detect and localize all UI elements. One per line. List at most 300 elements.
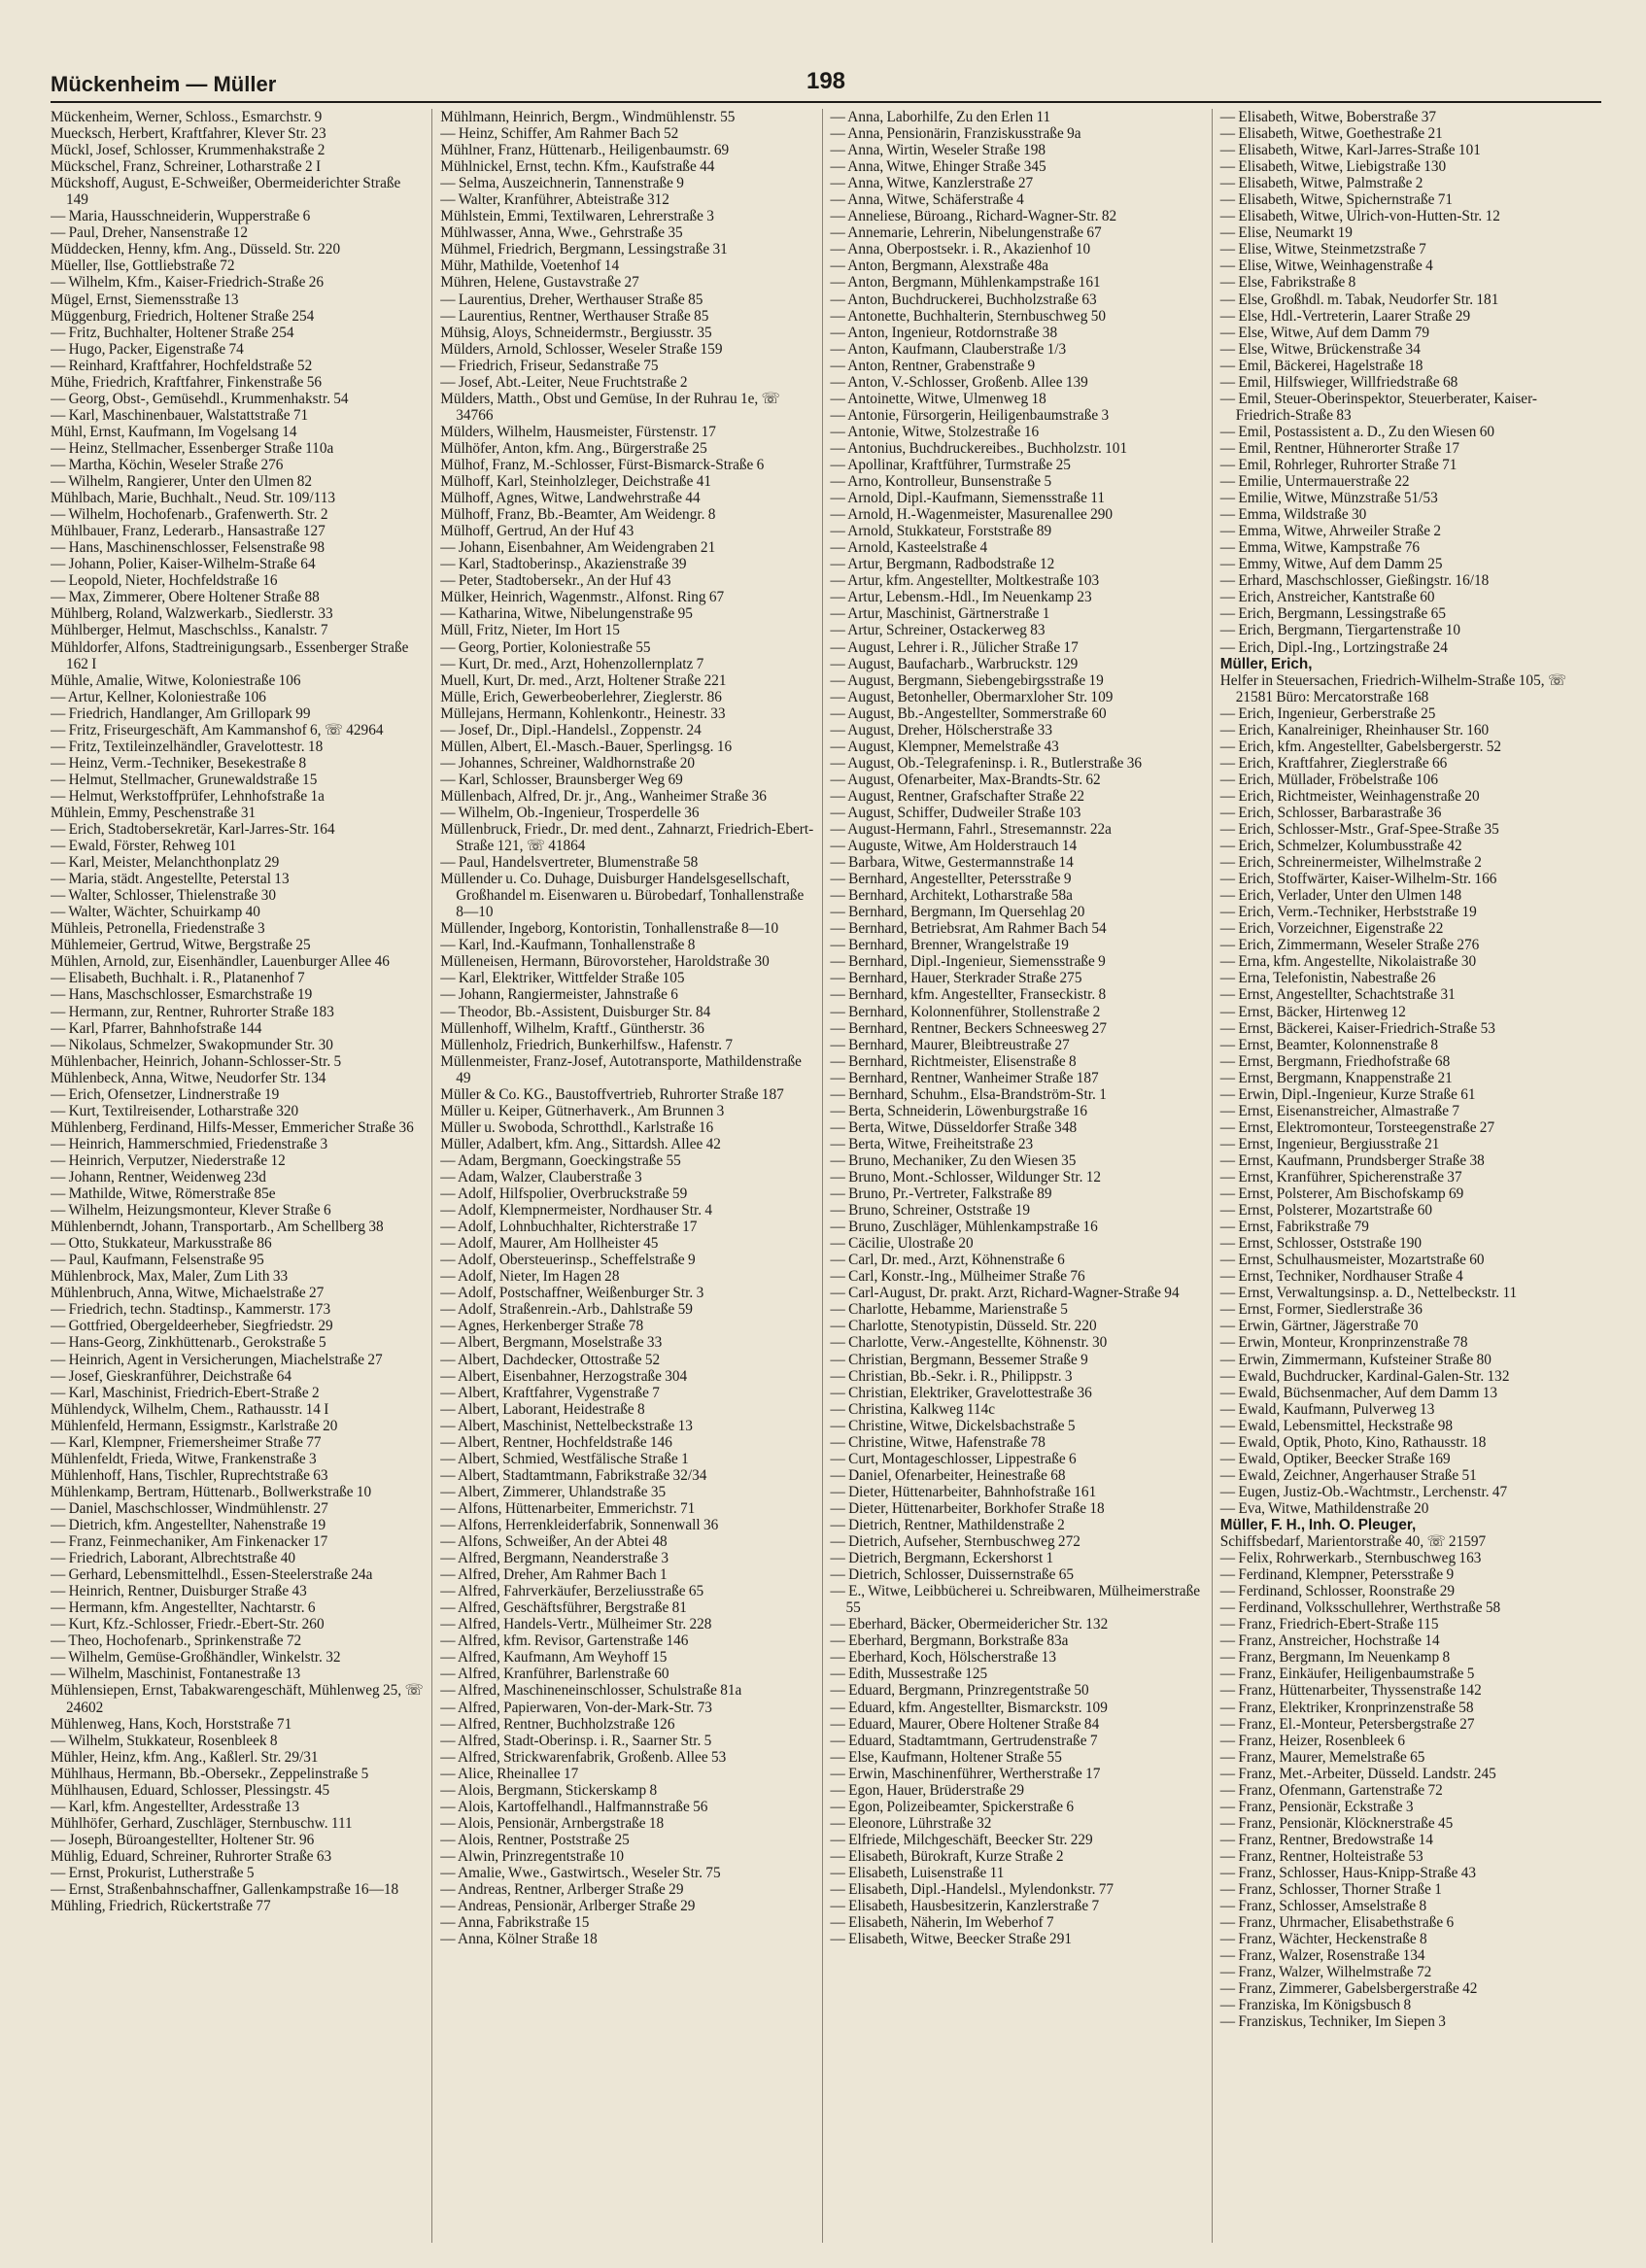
directory-entry: — Ernst, Bäckerei, Kaiser-Friedrich-Straße 53 (1219, 1019, 1495, 1037)
directory-entry: — Albert, Bergmann, Moselstraße 33 (440, 1334, 663, 1352)
directory-entry: — Ewald, Förster, Rehweg 101 (51, 838, 237, 855)
directory-entry: — Franz, Heizer, Rosenbleek 6 (1219, 1732, 1405, 1749)
directory-entry: — Ewald, Optik, Photo, Kino, Rathausstr. 18 (1219, 1433, 1487, 1451)
directory-entry: — Maria, städt. Angestellte, Peterstal 13 (51, 871, 290, 888)
directory-entry: — Albert, Eisenbahner, Herzogstraße 304 (440, 1367, 688, 1385)
directory-entry: — Elisabeth, Luisenstraße 11 (830, 1864, 1005, 1881)
directory-entry: — Bernhard, Kolonnenführer, Stollenstraße 2 (830, 1003, 1101, 1020)
directory-entry: Müllenhoff, Wilhelm, Kraftf., Güntherstr. 36 (440, 1019, 704, 1037)
directory-entry: — Friedrich, Laborant, Albrechtstraße 40 (51, 1550, 296, 1567)
directory-entry: — Antonius, Buchdruckereibes., Buchholzstr. 101 (830, 439, 1128, 457)
directory-entry: — Elisabeth, Bürokraft, Kurze Straße 2 (830, 1847, 1064, 1865)
directory-entry: Mühlmann, Heinrich, Bergm., Windmühlenstr. 55 (440, 109, 736, 125)
directory-entry: — Alfred, Geschäftsführer, Bergstraße 81 (440, 1599, 687, 1617)
directory-entry: — Anton, Ingenieur, Rotdornstraße 38 (830, 324, 1058, 341)
directory-entry: Mühleis, Petronella, Friedenstraße 3 (51, 920, 265, 938)
directory-entry: — August, Bergmann, Siebengebirgsstraße 19 (830, 671, 1104, 689)
directory-entry: — Antonie, Witwe, Stolzestraße 16 (830, 423, 1040, 440)
directory-entry: — Alois, Rentner, Poststraße 25 (440, 1831, 630, 1848)
directory-entry: Müller, F. H., Inh. O. Pleuger, (1219, 1516, 1417, 1533)
directory-entry: — Kurt, Textilreisender, Lotharstraße 320 (51, 1102, 299, 1119)
directory-entry: Mückschel, Franz, Schreiner, Lotharstraße 2 I (51, 158, 322, 176)
directory-entry: — Bernhard, Dipl.-Ingenieur, Siemensstraße 9 (830, 953, 1106, 971)
directory-entry: — Elise, Neumarkt 19 (1219, 224, 1353, 242)
directory-entry: — Theodor, Bb.-Assistent, Duisburger Str. 84 (440, 1003, 711, 1020)
directory-entry: — Helmut, Werkstoffprüfer, Lehnhofstraße 1a (51, 787, 325, 805)
directory-entry: — Johann, Polier, Kaiser-Wilhelm-Straße 64 (51, 556, 316, 573)
directory-entry: — Erwin, Zimmermann, Kufsteiner Straße 80 (1219, 1351, 1492, 1368)
directory-entry: — Bernhard, Richtmeister, Elisenstraße 8 (830, 1052, 1077, 1070)
directory-entry: — Charlotte, Verw.-Angestellte, Köhnenstr. 30 (830, 1334, 1108, 1352)
directory-entry: Mühling, Friedrich, Rückertstraße 77 (51, 1898, 271, 1915)
directory-entry: — Gerhard, Lebensmittelhdl., Essen-Steelerstraße 24a (51, 1566, 373, 1584)
directory-entry: — Wilhelm, Heizungsmonteur, Klever Straße 6 (51, 1202, 331, 1220)
directory-entry: — Hugo, Packer, Eigenstraße 74 (51, 340, 244, 358)
directory-entry: Mühlstein, Emmi, Textilwaren, Lehrerstraße 3 (440, 208, 714, 225)
directory-entry: — Franz, Pensionär, Klöcknerstraße 45 (1219, 1814, 1454, 1832)
directory-entry: — Fritz, Buchhalter, Holtener Straße 254 (51, 324, 294, 341)
directory-entry: — Christine, Witwe, Dickelsbachstraße 5 (830, 1417, 1076, 1434)
directory-entry: Müllender u. Co. Duhage, Duisburger Handelsgesellschaft, Großhandel m. Eisenwaren u. Bürobedarf, Tonhallenstraße 8—10 (440, 871, 805, 921)
directory-entry: — August, Schiffer, Dudweiler Straße 103 (830, 804, 1081, 821)
directory-entry: — Agnes, Herkenberger Straße 78 (440, 1318, 644, 1335)
directory-entry: — Erich, Verlader, Unter den Ulmen 148 (1219, 887, 1462, 905)
directory-entry: Mühldorfer, Alfons, Stadtreinigungsarb., Essenberger Straße 162 I (51, 638, 409, 672)
directory-entry: — Bernhard, Architekt, Lotharstraße 58a (830, 887, 1073, 905)
directory-entry: Müllenmeister, Franz-Josef, Autotransporte, Mathildenstraße 49 (440, 1052, 802, 1086)
directory-entry: — Hermann, zur, Rentner, Ruhrorter Straße 183 (51, 1003, 334, 1020)
directory-entry: — Alfred, Fahrverkäufer, Berzeliusstraße 65 (440, 1583, 704, 1600)
directory-entry: Mülders, Wilhelm, Hausmeister, Fürstenstr. 17 (440, 423, 716, 440)
directory-entry: — Johann, Rentner, Weidenweg 23d (51, 1169, 266, 1186)
directory-entry: — Christian, Bb.-Sekr. i. R., Philippstr. 3 (830, 1367, 1073, 1385)
directory-entry: Müddecken, Henny, kfm. Ang., Düsseld. Str. 220 (51, 241, 341, 258)
directory-entry: — Erwin, Monteur, Kronprinzenstraße 78 (1219, 1334, 1468, 1352)
directory-entry: Müllenbach, Alfred, Dr. jr., Ang., Wanheimer Straße 36 (440, 787, 767, 805)
directory-columns (51, 109, 1601, 2243)
directory-entry: — Elfriede, Milchgeschäft, Beecker Str. 229 (830, 1831, 1093, 1848)
directory-entry: — Mathilde, Witwe, Römerstraße 85e (51, 1186, 276, 1203)
directory-entry: — Franz, Maurer, Memelstraße 65 (1219, 1748, 1425, 1766)
directory-entry: — Helmut, Stellmacher, Grunewaldstraße 15 (51, 771, 318, 788)
directory-entry: — Bernhard, Angestellter, Petersstraße 9 (830, 871, 1072, 888)
page-header (51, 68, 1601, 103)
directory-entry: — Franz, Feinmechaniker, Am Finkenacker 17 (51, 1533, 328, 1551)
directory-entry: — Eva, Witwe, Mathildenstraße 20 (1219, 1499, 1429, 1517)
directory-entry: — Apollinar, Kraftführer, Turmstraße 25 (830, 456, 1071, 473)
directory-entry: Mühlenbrock, Max, Maler, Zum Lith 33 (51, 1268, 289, 1286)
directory-entry: — Andreas, Rentner, Arlberger Straße 29 (440, 1881, 684, 1899)
directory-entry: — Selma, Auszeichnerin, Tannenstraße 9 (440, 175, 684, 192)
directory-entry: — Ewald, Optiker, Beecker Straße 169 (1219, 1450, 1451, 1467)
directory-entry: — Alfred, kfm. Revisor, Gartenstraße 146 (440, 1632, 689, 1650)
directory-entry: — Karl, Elektriker, Wittfelder Straße 105 (440, 970, 685, 987)
directory-entry: — Elisabeth, Witwe, Liebigstraße 130 (1219, 158, 1447, 176)
directory-entry: — Ewald, Kaufmann, Pulverweg 13 (1219, 1400, 1435, 1418)
directory-entry: — Wilhelm, Ob.-Ingenieur, Trosperdelle 36 (440, 804, 700, 821)
directory-entry: — Elisabeth, Witwe, Karl-Jarres-Straße 101 (1219, 142, 1481, 159)
directory-entry: — Felix, Rohrwerkarb., Sternbuschweg 163 (1219, 1550, 1482, 1567)
directory-entry: — August, Ob.-Telegrafeninsp. i. R., Butlerstraße 36 (830, 754, 1143, 772)
directory-entry: — Leopold, Nieter, Hochfeldstraße 16 (51, 572, 278, 590)
directory-entry: — Theo, Hochofenarb., Sprinkenstraße 72 (51, 1632, 302, 1650)
directory-entry: — Eberhard, Koch, Hölscherstraße 13 (830, 1649, 1056, 1667)
directory-entry: — Karl, Pfarrer, Bahnhofstraße 144 (51, 1019, 262, 1037)
directory-entry: Mühlenkamp, Bertram, Hüttenarb., Bollwerkstraße 10 (51, 1483, 372, 1500)
directory-entry: — Georg, Portier, Koloniestraße 55 (440, 638, 651, 656)
directory-entry: Mülhoff, Franz, Bb.-Beamter, Am Weidengr. 8 (440, 506, 716, 524)
directory-entry: — Heinz, Verm.-Techniker, Besekestraße 8 (51, 754, 307, 772)
directory-entry: — Ferdinand, Schlosser, Roonstraße 29 (1219, 1583, 1456, 1600)
directory-entry: — Else, Witwe, Brückenstraße 34 (1219, 340, 1421, 358)
directory-entry: — Josef, Gieskranführer, Deichstraße 64 (51, 1367, 292, 1385)
directory-entry: — Dietrich, Rentner, Mathildenstraße 2 (830, 1516, 1065, 1533)
directory-entry: — Bernhard, Rentner, Beckers Schneesweg 27 (830, 1019, 1107, 1037)
directory-entry: — Walter, Kranführer, Abteistraße 312 (440, 191, 669, 209)
directory-entry: — Johann, Eisenbahner, Am Weidengraben 21 (440, 539, 716, 557)
directory-entry: — Eduard, Maurer, Obere Holtener Straße 84 (830, 1715, 1100, 1733)
directory-entry: — Eduard, Bergmann, Prinzregentstraße 50 (830, 1682, 1089, 1700)
directory-entry: Mühl, Ernst, Kaufmann, Im Vogelsang 14 (51, 423, 297, 440)
directory-entry: — Martha, Köchin, Weseler Straße 276 (51, 456, 284, 473)
directory-entry: Müllenholz, Friedrich, Bunkerhilfsw., Hafenstr. 7 (440, 1036, 734, 1053)
directory-entry: — Erich, Schmelzer, Kolumbusstraße 42 (1219, 838, 1462, 855)
directory-entry: — Heinrich, Agent in Versicherungen, Miachelstraße 27 (51, 1351, 383, 1368)
directory-entry: — Alfons, Schweißer, An der Abtei 48 (440, 1533, 668, 1551)
directory-entry: — Karl, Stadtoberinsp., Akazienstraße 39 (440, 556, 687, 573)
directory-entry: — Ernst, Prokurist, Lutherstraße 5 (51, 1864, 255, 1881)
directory-entry: Mühlwasser, Anna, Wwe., Gehrstraße 35 (440, 224, 683, 242)
directory-entry: — Erich, Kraftfahrer, Zieglerstraße 66 (1219, 754, 1448, 772)
directory-entry: Mückenheim, Werner, Schloss., Esmarchstr. 9 (51, 109, 323, 125)
directory-entry: — Elisabeth, Witwe, Beecker Straße 291 (830, 1931, 1073, 1948)
directory-entry: — Albert, Dachdecker, Ottostraße 52 (440, 1351, 661, 1368)
directory-entry: Mügel, Ernst, Siemensstraße 13 (51, 291, 239, 308)
directory-entry: — Karl, Maschinenbauer, Walstattstraße 71 (51, 406, 309, 424)
directory-entry: Mülhoff, Agnes, Witwe, Landwehrstraße 44 (440, 490, 701, 507)
directory-entry: — Eduard, Stadtamtmann, Gertrudenstraße 7 (830, 1732, 1098, 1749)
directory-entry: — Erich, Dipl.-Ing., Lortzingstraße 24 (1219, 638, 1448, 656)
page-number: 198 (806, 68, 846, 94)
directory-entry: Mühlenfeld, Hermann, Essigmstr., Karlstraße 20 (51, 1417, 338, 1434)
directory-entry: — Else, Kaufmann, Holtener Straße 55 (830, 1748, 1062, 1766)
directory-entry: — Franz, Uhrmacher, Elisabethstraße 6 (1219, 1914, 1455, 1932)
directory-entry: — August, Baufacharb., Warbruckstr. 129 (830, 655, 1079, 672)
directory-entry: — Anton, V.-Schlosser, Großenb. Allee 139 (830, 373, 1088, 391)
directory-entry: — Dieter, Hüttenarbeiter, Borkhofer Straße 18 (830, 1499, 1105, 1517)
directory-entry: Mühlbach, Marie, Buchhalt., Neud. Str. 109/113 (51, 490, 336, 507)
directory-entry: — Artur, Schreiner, Ostackerweg 83 (830, 622, 1046, 639)
directory-entry: — Erich, Verm.-Techniker, Herbststraße 19 (1219, 904, 1477, 921)
directory-entry: — Josef, Abt.-Leiter, Neue Fruchtstraße 2 (440, 373, 688, 391)
directory-entry: — Alois, Bergmann, Stickerskamp 8 (440, 1781, 658, 1799)
directory-entry: — Franz, Pensionär, Eckstraße 3 (1219, 1798, 1414, 1815)
directory-entry: Mühlenfeldt, Frieda, Witwe, Frankenstraße 3 (51, 1450, 317, 1467)
directory-entry: — Alois, Pensionär, Arnbergstraße 18 (440, 1814, 665, 1832)
directory-entry: — Christina, Kalkweg 114c (830, 1400, 996, 1418)
directory-entry: — Erich, Bergmann, Lessingstraße 65 (1219, 605, 1446, 623)
directory-entry: — Franziska, Im Königsbusch 8 (1219, 1997, 1412, 2014)
directory-entry: — Else, Großhdl. m. Tabak, Neudorfer Str. 181 (1219, 291, 1499, 308)
directory-entry: — Alfred, Kaufmann, Am Weyhoff 15 (440, 1649, 668, 1667)
directory-entry: — Erwin, Gärtner, Jägerstraße 70 (1219, 1318, 1419, 1335)
directory-entry: — Albert, Laborant, Heidestraße 8 (440, 1400, 645, 1418)
directory-entry: — Anton, Bergmann, Mühlenkampstraße 161 (830, 274, 1101, 292)
directory-entry: — Albert, Stadtamtmann, Fabrikstraße 32/34 (440, 1466, 707, 1484)
directory-entry: Mühlner, Franz, Hüttenarb., Heiligenbaumstr. 69 (440, 142, 730, 159)
directory-entry: — Erich, Stadtobersekretär, Karl-Jarres-Str. 164 (51, 821, 335, 839)
directory-entry: — Antoinette, Witwe, Ulmenweg 18 (830, 390, 1046, 407)
directory-entry: — Adolf, Straßenrein.-Arb., Dahlstraße 59 (440, 1301, 693, 1319)
directory-entry: Muell, Kurt, Dr. med., Arzt, Holtener Straße 221 (440, 671, 727, 689)
directory-entry: — Wilhelm, Hochofenarb., Grafenwerth. Str. 2 (51, 506, 328, 524)
directory-entry: Mülleneisen, Hermann, Bürovorsteher, Haroldstraße 30 (440, 953, 770, 971)
directory-entry: — Bernhard, Bergmann, Im Quersehlag 20 (830, 904, 1085, 921)
directory-entry: — Christine, Witwe, Hafenstraße 78 (830, 1433, 1046, 1451)
directory-entry: — Franz, Ofenmann, Gartenstraße 72 (1219, 1781, 1443, 1799)
directory-entry: — Johannes, Schreiner, Waldhornstraße 20 (440, 754, 696, 772)
directory-entry: — Max, Zimmerer, Obere Holtener Straße 88 (51, 589, 320, 606)
directory-entry: — Elisabeth, Näherin, Im Weberhof 7 (830, 1914, 1054, 1932)
directory-entry: — Friedrich, Friseur, Sedanstraße 75 (440, 357, 659, 374)
directory-entry: — Alfred, Maschineneinschlosser, Schulstraße 81a (440, 1682, 742, 1700)
directory-entry: — Peter, Stadtobersekr., An der Huf 43 (440, 572, 671, 590)
directory-entry: — Emil, Steuer-Oberinspektor, Steuerberater, Kaiser-Friedrich-Straße 83 (1219, 390, 1537, 424)
directory-entry: — Emmy, Witwe, Auf dem Damm 25 (1219, 556, 1443, 573)
directory-entry: — Erich, Ofensetzer, Lindnerstraße 19 (51, 1085, 280, 1103)
directory-entry: — Emil, Rentner, Hühnerorter Straße 17 (1219, 439, 1459, 457)
directory-entry: — Franz, Rentner, Holteistraße 53 (1219, 1847, 1423, 1865)
directory-entry: Mülhof, Franz, M.-Schlosser, Fürst-Bismarck-Straße 6 (440, 456, 765, 473)
directory-entry: — Ernst, Bergmann, Friedhofstraße 68 (1219, 1052, 1451, 1070)
directory-entry: Müllender, Ingeborg, Kontoristin, Tonhallenstraße 8—10 (440, 920, 779, 938)
directory-entry: — Alfons, Herrenkleiderfabrik, Sonnenwall 36 (440, 1516, 719, 1533)
directory-entry: Mühlenbruch, Anna, Witwe, Michaelstraße 27 (51, 1285, 325, 1302)
directory-entry: — Artur, Bergmann, Radbodstraße 12 (830, 556, 1055, 573)
directory-entry: Mühlenweg, Hans, Koch, Horststraße 71 (51, 1715, 292, 1733)
directory-entry: — Else, Witwe, Auf dem Damm 79 (1219, 324, 1430, 341)
directory-entry: — Franz, Zimmerer, Gabelsbergerstraße 42 (1219, 1980, 1478, 1998)
directory-entry: — Erich, Richtmeister, Weinhagenstraße 20 (1219, 787, 1480, 805)
directory-entry: — Egon, Hauer, Brüderstraße 29 (830, 1781, 1025, 1799)
directory-entry: Mühlenberndt, Johann, Transportarb., Am Schellberg 38 (51, 1219, 384, 1236)
directory-entry: Mühlbauer, Franz, Lederarb., Hansastraße 127 (51, 523, 326, 540)
directory-entry: — Franz, Schlosser, Amselstraße 8 (1219, 1898, 1427, 1915)
directory-entry: — Anton, Rentner, Grabenstraße 9 (830, 357, 1036, 374)
directory-entry: — Ernst, Former, Siedlerstraße 36 (1219, 1301, 1423, 1319)
directory-entry: — Franz, Bergmann, Im Neuenkamp 8 (1219, 1649, 1451, 1667)
directory-entry: — Anna, Kölner Straße 18 (440, 1931, 598, 1948)
directory-entry: — Hermann, kfm. Angestellter, Nachtarstr. 6 (51, 1599, 316, 1617)
directory-entry: Mühsig, Aloys, Schneidermstr., Bergiusstr. 35 (440, 324, 712, 341)
directory-entry: — Erich, Schreinermeister, Wilhelmstraße 2 (1219, 854, 1482, 872)
directory-entry: — Ernst, Angestellter, Schachtstraße 31 (1219, 986, 1456, 1004)
directory-entry: Mülders, Arnold, Schlosser, Weseler Straße 159 (440, 340, 723, 358)
directory-entry: Mühlhaus, Hermann, Bb.-Obersekr., Zeppelinstraße 5 (51, 1765, 369, 1782)
directory-entry: — Karl, kfm. Angestellter, Ardesstraße 13 (51, 1798, 300, 1815)
directory-entry: Müller, Erich, (1219, 655, 1313, 672)
directory-entry: — Elise, Witwe, Weinhagenstraße 4 (1219, 258, 1433, 275)
directory-entry: — Ernst, Kranführer, Spicherenstraße 37 (1219, 1169, 1462, 1186)
directory-entry: Müll, Fritz, Nieter, Im Hort 15 (440, 622, 620, 639)
directory-entry: Müller u. Keiper, Gütnerhaverk., Am Brunnen 3 (440, 1102, 725, 1119)
directory-entry: — Anna, Pensionärin, Franziskusstraße 9a (830, 125, 1081, 143)
directory-entry: — Alfred, Rentner, Buchholzstraße 126 (440, 1715, 675, 1733)
directory-entry: — Else, Fabrikstraße 8 (1219, 274, 1356, 292)
directory-entry: — Nikolaus, Schmelzer, Swakopmunder Str. 30 (51, 1036, 333, 1053)
directory-entry: — Katharina, Witwe, Nibelungenstraße 95 (440, 605, 693, 623)
directory-entry: — Bernhard, kfm. Angestellter, Franseckistr. 8 (830, 986, 1107, 1004)
directory-entry: — Ernst, Schulhausmeister, Mozartstraße 60 (1219, 1252, 1485, 1269)
directory-entry: — Anna, Laborhilfe, Zu den Erlen 11 (830, 109, 1051, 125)
directory-entry: Mühlenbacher, Heinrich, Johann-Schlosser-Str. 5 (51, 1052, 342, 1070)
directory-entry: — Hans, Maschinenschlosser, Felsenstraße 98 (51, 539, 326, 557)
directory-entry: — Karl, Klempner, Friemersheimer Straße 77 (51, 1433, 322, 1451)
directory-entry: — Franz, Rentner, Bredowstraße 14 (1219, 1831, 1433, 1848)
directory-entry: — August, Klempner, Memelstraße 43 (830, 738, 1059, 755)
directory-entry: — Emil, Bäckerei, Hagelstraße 18 (1219, 357, 1423, 374)
directory-entry: — Bruno, Zuschläger, Mühlenkampstraße 16 (830, 1219, 1098, 1236)
directory-entry: — Artur, kfm. Angestellter, Moltkestraße 103 (830, 572, 1100, 590)
directory-entry: — Erwin, Dipl.-Ingenieur, Kurze Straße 61 (1219, 1085, 1476, 1103)
directory-entry: — Maria, Hausschneiderin, Wupperstraße 6 (51, 208, 311, 225)
directory-entry: — Laurentius, Dreher, Werthauser Straße 85 (440, 291, 703, 308)
directory-entry: — Otto, Stukkateur, Markusstraße 86 (51, 1235, 272, 1253)
directory-entry: — Ernst, Verwaltungsinsp. a. D., Nettelbeckstr. 11 (1219, 1285, 1518, 1302)
directory-entry: Mühlhöfer, Gerhard, Zuschläger, Sternbuschw. 111 (51, 1814, 353, 1832)
directory-entry: — Erich, Müllader, Fröbelstraße 106 (1219, 771, 1438, 788)
directory-entry: — Erich, Ingenieur, Gerberstraße 25 (1219, 704, 1436, 722)
directory-entry: — Franz, Walzer, Wilhelmstraße 72 (1219, 1964, 1432, 1981)
directory-entry: — Emil, Postassistent a. D., Zu den Wiesen 60 (1219, 423, 1495, 440)
directory-entry: — Alice, Rheinallee 17 (440, 1765, 579, 1782)
directory-entry: — Ernst, Beamter, Kolonnenstraße 8 (1219, 1036, 1438, 1053)
directory-entry: — Erwin, Maschinenführer, Wertherstraße 17 (830, 1765, 1101, 1782)
directory-entry: — Carl-August, Dr. prakt. Arzt, Richard-Wagner-Straße 94 (830, 1285, 1180, 1302)
directory-entry: — Anton, Buchdruckerei, Buchholzstraße 63 (830, 291, 1097, 308)
directory-entry: — Ewald, Buchdrucker, Kardinal-Galen-Str. 132 (1219, 1367, 1510, 1385)
directory-entry: Mülle, Erich, Gewerbeoberlehrer, Zieglerstr. 86 (440, 688, 722, 705)
directory-entry: — Bernhard, Brenner, Wrangelstraße 19 (830, 937, 1069, 954)
directory-entry: — Ernst, Polsterer, Am Bischofskamp 69 (1219, 1186, 1464, 1203)
directory-entry: — Wilhelm, Maschinist, Fontanestraße 13 (51, 1666, 301, 1683)
directory-entry: — Eduard, kfm. Angestellter, Bismarckstr. 109 (830, 1699, 1108, 1716)
directory-entry: — Ernst, Schlosser, Oststraße 190 (1219, 1235, 1423, 1253)
directory-entry: — Walter, Wächter, Schuirkamp 40 (51, 904, 260, 921)
directory-entry: — Antonie, Fürsorgerin, Heiligenbaumstraße 3 (830, 406, 1110, 424)
directory-entry: — Berta, Witwe, Freiheitstraße 23 (830, 1135, 1034, 1152)
directory-entry: — Auguste, Witwe, Am Holderstrauch 14 (830, 838, 1078, 855)
directory-entry: — Arnold, Dipl.-Kaufmann, Siemensstraße 11 (830, 490, 1106, 507)
directory-entry: Müllenbruck, Friedr., Dr. med dent., Zahnarzt, Friedrich-Ebert-Straße 121, ☏ 41864 (440, 821, 814, 855)
directory-entry: — Albert, Maschinist, Nettelbeckstraße 13 (440, 1417, 693, 1434)
directory-entry: — Curt, Montageschlosser, Lippestraße 6 (830, 1450, 1077, 1467)
directory-entry: — Arnold, Stukkateur, Forststraße 89 (830, 523, 1052, 540)
column-4 (1212, 109, 1601, 2243)
directory-entry: — Wilhelm, Stukkateur, Rosenbleek 8 (51, 1732, 278, 1749)
directory-entry: — August, Betonheller, Obermarxloher Str. 109 (830, 688, 1114, 705)
directory-entry: Müggenburg, Friedrich, Holtener Straße 254 (51, 307, 315, 325)
directory-entry: — Franz, Wächter, Heckenstraße 8 (1219, 1931, 1427, 1948)
directory-entry: — Ernst, Ingenieur, Bergiusstraße 21 (1219, 1135, 1440, 1152)
directory-entry: — Karl, Meister, Melanchthonplatz 29 (51, 854, 280, 872)
directory-entry: Muecksch, Herbert, Kraftfahrer, Klever Str. 23 (51, 125, 326, 143)
directory-entry: — Alwin, Prinzregentstraße 10 (440, 1847, 625, 1865)
directory-entry: — Bernhard, Betriebsrat, Am Rahmer Bach 54 (830, 920, 1107, 938)
directory-entry: — Albert, Kraftfahrer, Vygenstraße 7 (440, 1384, 660, 1401)
directory-entry: — Amalie, Wwe., Gastwirtsch., Weseler Str. 75 (440, 1864, 721, 1881)
directory-entry: — Anton, Kaufmann, Clauberstraße 1/3 (830, 340, 1067, 358)
directory-entry: Mühlein, Emmy, Peschenstraße 31 (51, 804, 257, 821)
directory-entry: — Wilhelm, Kfm., Kaiser-Friedrich-Straße 26 (51, 274, 324, 292)
directory-entry: — Anna, Witwe, Kanzlerstraße 27 (830, 175, 1034, 192)
directory-entry: Mülders, Matth., Obst und Gemüse, In der Ruhrau 1e, ☏ 34766 (440, 390, 780, 424)
directory-entry: — Ernst, Bergmann, Knappenstraße 21 (1219, 1069, 1453, 1086)
directory-entry: — Reinhard, Kraftfahrer, Hochfeldstraße 52 (51, 357, 313, 374)
directory-entry: — Dieter, Hüttenarbeiter, Bahnhofstraße 161 (830, 1483, 1097, 1500)
directory-entry: — Laurentius, Rentner, Werthauser Straße 85 (440, 307, 709, 325)
directory-entry: — Ernst, Bäcker, Hirtenweg 12 (1219, 1003, 1406, 1020)
directory-entry: — Arnold, H.-Wagenmeister, Masurenallee 290 (830, 506, 1114, 524)
directory-entry: — Erich, Vorzeichner, Eigenstraße 22 (1219, 920, 1444, 938)
directory-entry: — Alfred, Strickwarenfabrik, Großenb. Allee 53 (440, 1748, 727, 1766)
directory-entry: — Franz, Walzer, Rosenstraße 134 (1219, 1947, 1425, 1965)
column-3 (822, 109, 1212, 2243)
directory-entry: Helfer in Steuersachen, Friedrich-Wilhelm-Straße 105, ☏ 21581 Büro: Mercatorstraße 168 (1219, 671, 1567, 705)
directory-entry: — Erich, Zimmermann, Weseler Straße 276 (1219, 937, 1480, 954)
directory-entry: — Paul, Kaufmann, Felsenstraße 95 (51, 1252, 264, 1269)
directory-entry: Mückshoff, August, E-Schweißer, Obermeiderichter Straße 149 (51, 175, 401, 209)
directory-entry: — Heinz, Schiffer, Am Rahmer Bach 52 (440, 125, 679, 143)
directory-entry: — Hans, Maschschlosser, Esmarchstraße 19 (51, 986, 313, 1004)
directory-entry: — Ernst, Techniker, Nordhauser Straße 4 (1219, 1268, 1463, 1286)
directory-entry: — Fritz, Textileinzelhändler, Gravelottestr. 18 (51, 738, 324, 755)
directory-entry: — Erich, Schlosser, Barbarastraße 36 (1219, 804, 1442, 821)
directory-entry: — Antonette, Buchhalterin, Sternbuschweg 50 (830, 307, 1106, 325)
directory-entry: — Heinrich, Verputzer, Niederstraße 12 (51, 1151, 286, 1169)
directory-entry: — Joseph, Büroangestellter, Holtener Str. 96 (51, 1831, 315, 1848)
directory-entry: — Emil, Rohrleger, Ruhrorter Straße 71 (1219, 456, 1457, 473)
directory-entry: — Emilie, Witwe, Münzstraße 51/53 (1219, 490, 1438, 507)
directory-entry: — Dietrich, Aufseher, Sternbuschweg 272 (830, 1533, 1080, 1551)
directory-entry: — Bernhard, Rentner, Wanheimer Straße 187 (830, 1069, 1099, 1086)
directory-entry: — Elisabeth, Witwe, Boberstraße 37 (1219, 109, 1437, 125)
directory-entry: — Friedrich, Handlanger, Am Grillopark 99 (51, 704, 311, 722)
directory-entry: — Carl, Konstr.-Ing., Mülheimer Straße 76 (830, 1268, 1085, 1286)
directory-entry: — Fritz, Friseurgeschäft, Am Kammanshof 6, ☏ 42964 (51, 721, 384, 739)
directory-entry: Mückl, Josef, Schlosser, Krummenhakstraße 2 (51, 142, 326, 159)
directory-entry: — Erna, Telefonistin, Nabestraße 26 (1219, 970, 1436, 987)
directory-entry: Müller, Adalbert, kfm. Ang., Sittardsh. Allee 42 (440, 1135, 721, 1152)
directory-entry: — Anna, Witwe, Ehinger Straße 345 (830, 158, 1046, 176)
directory-entry: — Karl, Maschinist, Friedrich-Ebert-Straße 2 (51, 1384, 320, 1401)
directory-entry: — August, Ofenarbeiter, Max-Brandts-Str. 62 (830, 771, 1101, 788)
directory-entry: — Berta, Schneiderin, Löwenburgstraße 16 (830, 1102, 1087, 1119)
directory-entry: — Adolf, Hilfspolier, Overbruckstraße 59 (440, 1186, 688, 1203)
column-1 (51, 109, 431, 2243)
directory-entry: — Elisabeth, Hausbesitzerin, Kanzlerstraße 7 (830, 1898, 1100, 1915)
directory-entry: — Ewald, Lebensmittel, Heckstraße 98 (1219, 1417, 1454, 1434)
directory-entry: — Emma, Witwe, Ahrweiler Straße 2 (1219, 523, 1442, 540)
directory-entry: — Bernhard, Hauer, Sterkrader Straße 275 (830, 970, 1082, 987)
directory-entry: — Anton, Bergmann, Alexstraße 48a (830, 258, 1049, 275)
directory-entry: Mühlig, Eduard, Schreiner, Ruhrorter Straße 63 (51, 1847, 332, 1865)
directory-entry: — Adolf, Obersteuerinsp., Scheffelstraße 9 (440, 1252, 696, 1269)
directory-entry: — Adolf, Lohnbuchhalter, Richterstraße 17 (440, 1219, 698, 1236)
directory-entry: Mühren, Helene, Gustavstraße 27 (440, 274, 639, 292)
directory-entry: — Alfred, Stadt-Oberinsp. i. R., Saarner Str. 5 (440, 1732, 712, 1749)
directory-entry: Mühmel, Friedrich, Bergmann, Lessingstraße 31 (440, 241, 728, 258)
